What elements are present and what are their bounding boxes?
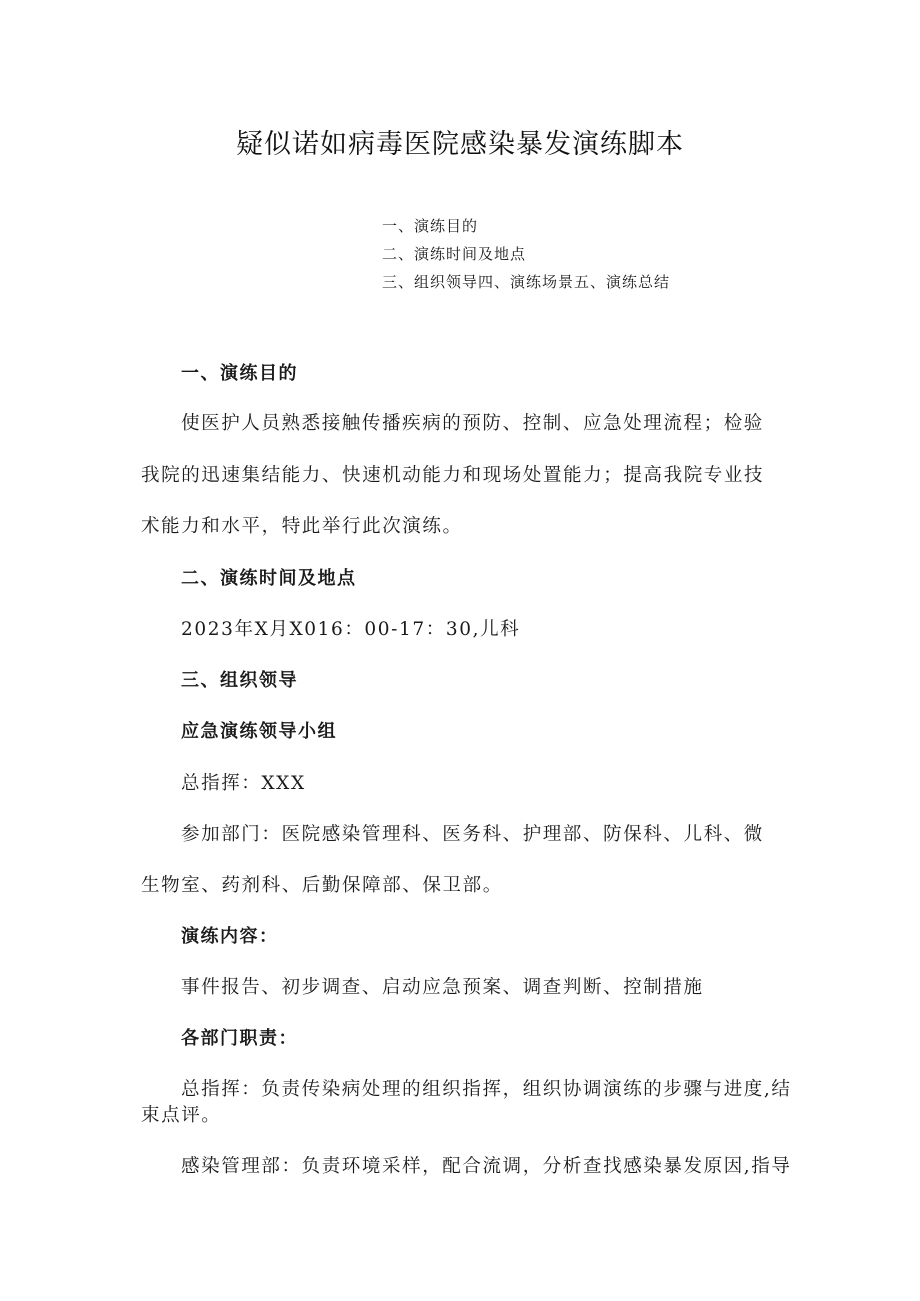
section-heading-organization: 三、组织领导 bbox=[181, 670, 298, 691]
content-heading: 演练内容： bbox=[181, 926, 279, 947]
time-place-text: 2023年X月X016：00-17：30,儿科 bbox=[181, 619, 521, 640]
departments-line: 生物室、药剂科、后勤保障部、保卫部。 bbox=[141, 875, 503, 896]
paragraph-line: 使医护人员熟悉接触传播疾病的预防、控制、应急处理流程；检验 bbox=[181, 413, 764, 434]
duties-heading: 各部门职责： bbox=[181, 1028, 298, 1049]
toc-item: 三、组织领导四、演练场景五、演练总结 bbox=[382, 273, 671, 291]
departments-line: 参加部门：医院感染管理科、医务科、护理部、防保科、儿科、微 bbox=[181, 824, 764, 845]
toc-item: 二、演练时间及地点 bbox=[382, 245, 527, 263]
duty-commander-line: 束点评。 bbox=[141, 1105, 222, 1126]
table-of-contents bbox=[382, 212, 670, 296]
document-title: 疑似诺如病毒医院感染暴发演练脚本 bbox=[236, 129, 684, 160]
commander-line: 总指挥：XXX bbox=[181, 773, 306, 794]
toc-item: 一、演练目的 bbox=[382, 217, 479, 235]
content-text: 事件报告、初步调查、启动应急预案、调查判断、控制措施 bbox=[181, 977, 704, 998]
paragraph-line: 术能力和水平，特此举行此次演练。 bbox=[141, 516, 463, 537]
section-heading-time-place: 二、演练时间及地点 bbox=[181, 568, 357, 589]
duty-commander-line: 总指挥：负责传染病处理的组织指挥，组织协调演练的步骤与进度,结 bbox=[181, 1079, 792, 1100]
section-heading-purpose: 一、演练目的 bbox=[181, 363, 298, 384]
duty-infection-line: 感染管理部：负责环境采样，配合流调，分析查找感染暴发原因,指导 bbox=[181, 1156, 792, 1177]
group-title: 应急演练领导小组 bbox=[181, 721, 337, 742]
paragraph-line: 我院的迅速集结能力、快速机动能力和现场处置能力；提高我院专业技 bbox=[141, 465, 765, 486]
